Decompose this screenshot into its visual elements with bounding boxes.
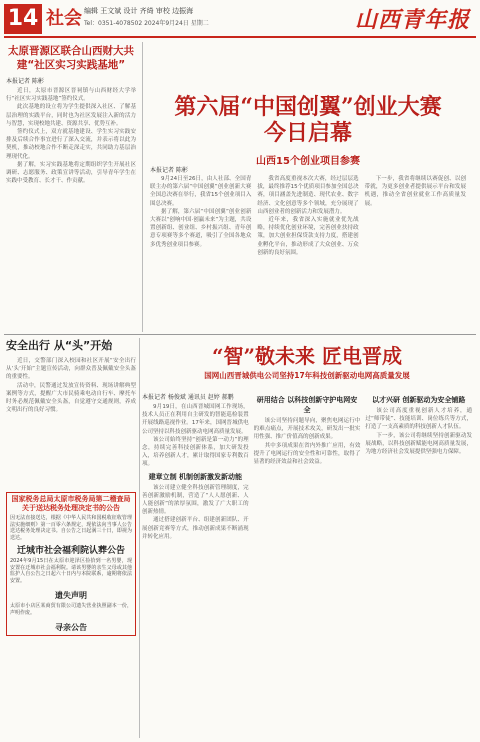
paragraph: 该公司坚持问题导向，聚焦电网运行中的难点痛点，开展技术攻关，研发出一批实用性强、推广价值高的创新成果。 — [253, 418, 361, 441]
story2-headline: “智”敬未来 匠电晋成 — [212, 344, 402, 368]
notice-box — [6, 492, 136, 636]
column-divider — [139, 338, 140, 738]
paragraph: 其中多项成果在省内外推广应用，有效提升了电网运行的安全性和可靠性，取得了显著的经济效益和社会效益。 — [253, 442, 361, 466]
main-subheadline: 山西15个创业项目参赛 — [256, 156, 360, 167]
paragraph: 下一步，该公司将继续坚持创新驱动发展战略，以科技创新赋能电网高质量发展，为地方经济社会发展提供坚强电力保障。 — [365, 432, 473, 456]
lost-notice-title: 遗失声明 — [55, 591, 87, 600]
newspaper-masthead: 山西青年报 — [354, 7, 470, 33]
main-headline — [150, 94, 466, 146]
main-headline-line2: 今日启幕 — [263, 120, 352, 146]
text-column — [257, 175, 358, 257]
paragraph: 近日，太原市晋源区晋祠镇与山西财经大学举行“社区实习实践基地”签约仪式。 — [6, 88, 136, 103]
text-column — [365, 392, 472, 541]
paragraph: 9月24日至26日，由人社部、全国青联主办的第六届“中国创翼”创业创新大赛全国总决赛在举行，我省15个创业项目入围总决赛。 — [150, 176, 252, 207]
section-name: 社会 — [46, 8, 82, 29]
story2-subhead: 以才兴研 创新驱动为安全铺路 — [371, 396, 466, 404]
section-divider — [4, 334, 476, 335]
paragraph: 据了解，实习实践基地将定期组织学生开展社区调研、志愿服务、政策宣讲等活动，引导青年学生在实践中受教育、长才干、作贡献。 — [6, 161, 136, 185]
story2-subhead: 研用结合 以科技创新守护电网安全 — [256, 396, 358, 414]
paragraph: 通过搭建创新平台、组建创新团队、开展创新竞赛等方式，推动创新成果不断涌现并转化应用。 — [142, 517, 249, 540]
story2-byline: 本报记者 杨俊斌 通讯员 赵婷 郝鹏 — [142, 394, 234, 401]
welfare-notice-body: 2024年9月15日在太原市迎泽区捡拾到一名男婴，现安置在迁城市社会福利院。请该男婴的亲生父母或其他监护人自公告之日起六十日内与本院联系，逾期将依法安置。 — [10, 558, 132, 584]
page-number: 14 — [4, 4, 42, 34]
text-column — [142, 392, 249, 541]
paragraph: 签约仪式上，双方就基地建设、学生实习实践安排及后续合作事宜进行了深入交流，并表示将以此为契机，推动校地合作不断走深走实，共同助力基层治理现代化。 — [6, 129, 136, 160]
tax-notice-body: 因无法直接送达，根据《中华人民共和国税收征收管理法实施细则》第一百零六条规定，现依法向当事人公告送达税务处理决定书。自公告之日起满三十日，即视为送达。 — [10, 515, 132, 541]
paragraph: 我省高度重视本次大赛，经过层层选拔，最终推荐15个优质项目参加全国总决赛，项目涵盖先进制造、现代农业、数字经济、文化创意等多个领域，充分展现了山西创业者的创新活力和发展潜力。 — [257, 176, 359, 215]
left-story-headline: 太原晋源区联合山西财大共建“社区实习实践基地” — [8, 45, 134, 71]
text-column — [150, 175, 251, 257]
date-line: Tel：0351-4078502 2024年9月24日 星期二 — [84, 20, 209, 27]
column-divider — [142, 42, 143, 332]
paragraph: 此次基地的设立将为学生提供深入社区、了解基层治理的实践平台，同时也为社区发展注入新的活力与智慧，实现校地共建、资源共享、优势互补。 — [6, 104, 136, 127]
paragraph: 据了解，第六届“中国创翼”创业创新大赛以“创响中国·创赢未来”为主题，共设置创新组、创业组、乡村振兴组、青年创意专项赛等多个赛道，吸引了全国各地众多优秀创业项目参赛。 — [150, 208, 252, 248]
story2-body — [142, 392, 472, 541]
story2-subheadline: 国网山西晋城供电公司坚持17年科技创新驱动电网高质量发展 — [204, 371, 410, 380]
tax-notice-title: 国家税务总局太原市税务局第二稽查局关于送达税务处理决定书的公告 — [11, 495, 131, 512]
main-story-body — [150, 175, 466, 257]
paragraph: 该公司高度重视创新人才培养，通过“师带徒”、技能培训、岗位练兵等方式，打造了一支高素质的科技创新人才队伍。 — [365, 408, 473, 431]
paragraph: 近年来，我省深入实施就业优先战略，持续优化创业环境，完善创业扶持政策，加大创业担保贷款支持力度，搭建创业孵化平台，推动形成了大众创业、万众创新的良好氛围。 — [257, 217, 359, 256]
main-headline-line1: 第六届“中国创翼”创业大赛 — [174, 94, 442, 120]
safety-story — [6, 339, 136, 414]
paragraph: 下一步，我省将继续以赛促创、以创带就，为更多创业者提供展示平台和发展机遇，推动全省创业就业工作高质量发展。 — [364, 176, 466, 207]
paragraph: 该公司建立健全科技创新管理制度，完善创新激励机制，营造了“人人愿创新、人人能创新”的浓厚氛围，激发了广大职工的创新热情。 — [142, 484, 249, 516]
left-story-byline: 本报记者 陈彬 — [6, 78, 44, 85]
paragraph: 9月19日，在山西晋城国网工作现场，技术人员正在利用自主研发的智能巡检装置开展线路巡视作业。17年来，国网晋城供电公司坚持以科技创新驱动电网高质量发展。 — [142, 404, 249, 435]
text-column — [254, 392, 361, 541]
paragraph: 该公司始终坚持“创新是第一动力”的理念，持续完善科技创新体系，加大研发投入，培养创新人才，累计取得国家专利数百项。 — [142, 436, 249, 468]
paragraph: 近日，交警部门深入校园和社区开展“安全出行 从‘头’开始”主题宣传活动，向群众普及佩戴安全头盔的重要性。 — [6, 358, 136, 381]
find-notice-title: 寻亲公告 — [55, 623, 87, 632]
safety-story-headline: 安全出行 从“头”开始 — [6, 339, 113, 352]
story2-subhead: 建章立制 机制创新激发新动能 — [148, 472, 243, 481]
header-rule — [4, 36, 476, 38]
editor-line: 编辑 王文斌 设计 齐绮 审校 边振海 — [84, 7, 194, 15]
main-byline: 本报记者 陈彬 — [150, 167, 188, 174]
lost-notice-body: 太原市小店区某商贸有限公司遗失营业执照副本一份，声明作废。 — [10, 603, 132, 616]
paragraph: 活动中，民警通过发放宣传资料、现场讲解典型案例等方式，提醒广大市民骑乘电动自行车、摩托车时务必规范佩戴安全头盔，自觉遵守交通规则，养成文明出行的良好习惯。 — [6, 382, 136, 414]
text-column — [365, 175, 466, 257]
left-story — [6, 40, 136, 185]
welfare-notice-title: 迁城市社会福利院认葬公告 — [16, 546, 125, 556]
page-header — [0, 0, 480, 38]
